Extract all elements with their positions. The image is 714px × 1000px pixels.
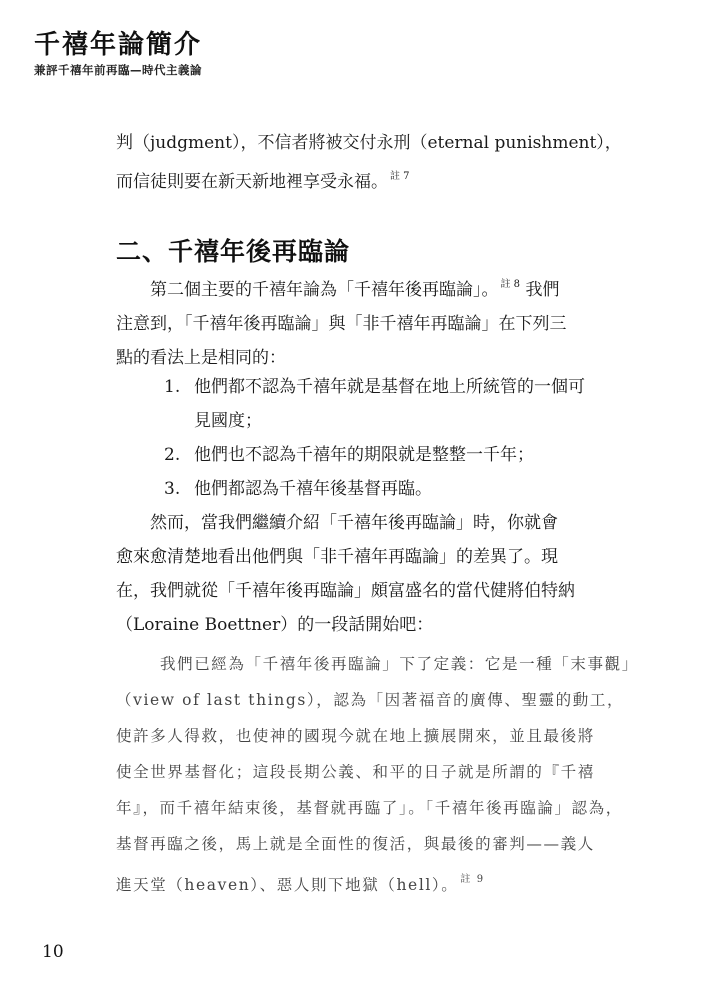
list-text: 他們都不認為千禧年就是基督在地上所統管的一個可 (194, 377, 585, 397)
footnote-ref-8[interactable]: 註 8 (500, 279, 521, 290)
quote-line-7-text: 進天堂（heaven）、惡人則下地獄（hell）。 (116, 876, 459, 894)
block-quote (116, 646, 639, 903)
quote-line-1: 我們已經為「千禧年後再臨論」下了定義：它是一種「末事觀」 (160, 655, 639, 673)
intro-line-2 (116, 160, 616, 199)
page-number: 10 (42, 942, 64, 962)
intro-line-2-text: 而信徒則要在新天新地裡享受永福。 (116, 172, 388, 192)
footnote-ref-9[interactable]: 註 9 (460, 874, 485, 885)
para2-line-2: 愈來愈清楚地看出他們與「非千禧年再臨論」的差異了。現 (116, 547, 558, 567)
list-number: 3. (164, 479, 181, 499)
list-text: 他們也不認為千禧年的期限就是整整一千年； (194, 445, 534, 465)
quote-line-4: 使全世界基督化；這段長期公義、和平的日子就是所謂的『千禧 (116, 763, 595, 781)
quote-line-3: 使許多人得救，也使神的國現今就在地上擴展開來，並且最後將 (116, 727, 595, 745)
quote-line-2: （view of last things），認為「因著福音的廣傳、聖靈的動工， (116, 691, 625, 709)
intro-line-1: 判（judgment），不信者將被交付永刑（eternal punishment）， (116, 133, 622, 153)
list-number: 1. (164, 377, 181, 397)
section-paragraph-1 (116, 268, 616, 375)
quote-line-5: 年』，而千禧年結束後，基督就再臨了」。「千禧年後再臨論」認為， (116, 799, 623, 817)
numbered-list (164, 370, 624, 506)
para2-line-3: 在，我們就從「千禧年後再臨論」頗富盛名的當代健將伯特納 (116, 581, 575, 601)
footnote-ref-7[interactable]: 註 7 (390, 171, 410, 182)
list-item (164, 472, 624, 506)
running-header (34, 30, 202, 78)
para1-line-1-text: 第二個主要的千禧年論為「千禧年後再臨論」。 (150, 280, 499, 300)
list-text: 他們都認為千禧年後基督再臨。 (194, 479, 432, 499)
para2-line-4: （Loraine Boettner）的一段話開始吧： (116, 615, 434, 635)
intro-paragraph (116, 126, 622, 199)
list-item (164, 370, 624, 404)
book-title: 千禧年論簡介 (34, 30, 203, 60)
book-subtitle: 兼評千禧年前再臨—時代主義論 (34, 63, 202, 77)
section-paragraph-2 (116, 506, 616, 642)
section-heading: 二、千禧年後再臨論 (116, 237, 351, 266)
list-text-continued: 見國度； (194, 411, 262, 431)
list-number: 2. (164, 445, 181, 465)
para1-line-2: 注意到，「千禧年後再臨論」與「非千禧年再臨論」在下列三 (116, 314, 567, 334)
para2-line-1: 然而，當我們繼續介紹「千禧年後再臨論」時，你就會 (150, 513, 558, 533)
para1-line-1-tail: 我們 (520, 280, 560, 300)
list-item (164, 438, 624, 472)
para1-line-3: 點的看法上是相同的： (116, 348, 286, 368)
para1-line-1 (116, 268, 616, 307)
quote-line-6: 基督再臨之後，馬上就是全面性的復活，與最後的審判——義人 (116, 835, 595, 853)
quote-line-7 (116, 862, 606, 903)
